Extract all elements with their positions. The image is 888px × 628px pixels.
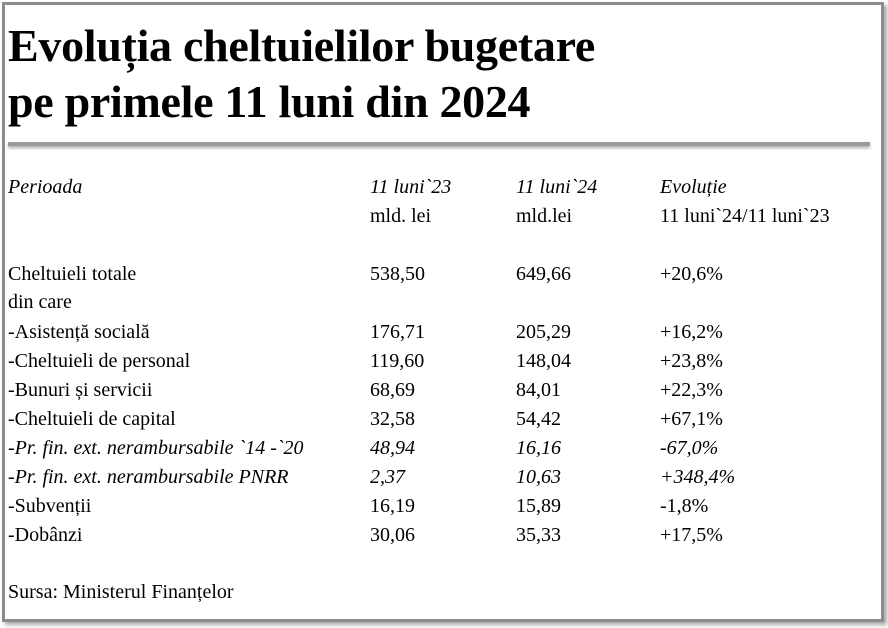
header-period: Perioada: [8, 176, 83, 198]
row-value-2023: 176,71: [370, 321, 425, 343]
row-label: -Pr. fin. ext. nerambursabile `14 -`20: [8, 437, 304, 459]
row-evolution: -1,8%: [660, 495, 709, 517]
page-title: [8, 18, 595, 130]
row-value-2023: 30,06: [370, 524, 415, 546]
row-value-2024: 205,29: [516, 321, 571, 343]
row-evolution: -67,0%: [660, 437, 719, 459]
header-2024-unit: mld.lei: [516, 205, 573, 227]
row-value-2024: 54,42: [516, 408, 561, 430]
row-evolution: +17,5%: [660, 524, 723, 546]
title-divider: [8, 142, 870, 146]
row-label: din care: [8, 291, 72, 313]
header-2024: 11 luni`24: [516, 176, 598, 198]
row-label: -Cheltuieli de personal: [8, 350, 191, 372]
row-value-2023: 2,37: [370, 466, 405, 488]
row-label: -Subvenții: [8, 495, 92, 517]
header-evolution: Evoluție: [660, 176, 727, 198]
row-label: Cheltuieli totale: [8, 263, 137, 285]
row-value-2024: 35,33: [516, 524, 561, 546]
row-evolution: +20,6%: [660, 263, 723, 285]
row-value-2023: 16,19: [370, 495, 415, 517]
row-value-2024: 10,63: [516, 466, 561, 488]
header-evolution-sub: 11 luni`24/11 luni`23: [660, 205, 830, 227]
row-label: -Cheltuieli de capital: [8, 408, 176, 430]
header-2023: 11 luni`23: [370, 176, 452, 198]
row-evolution: +23,8%: [660, 350, 723, 372]
row-value-2024: 649,66: [516, 263, 571, 285]
row-value-2024: 15,89: [516, 495, 561, 517]
row-value-2023: 48,94: [370, 437, 415, 459]
row-value-2023: 68,69: [370, 379, 415, 401]
row-evolution: +16,2%: [660, 321, 723, 343]
row-evolution: +67,1%: [660, 408, 723, 430]
source-note: Sursa: Ministerul Finanțelor: [8, 581, 234, 603]
row-label: -Bunuri și servicii: [8, 379, 153, 401]
row-label: -Dobânzi: [8, 524, 83, 546]
title-line-1: Evoluția cheltuielilor bugetare: [8, 20, 595, 71]
row-evolution: +348,4%: [660, 466, 736, 488]
row-value-2023: 538,50: [370, 263, 425, 285]
title-line-2: pe primele 11 luni din 2024: [8, 76, 531, 127]
row-evolution: +22,3%: [660, 379, 723, 401]
row-value-2024: 148,04: [516, 350, 571, 372]
row-value-2024: 84,01: [516, 379, 561, 401]
row-label: -Asistență socială: [8, 321, 150, 343]
row-value-2023: 119,60: [370, 350, 425, 372]
row-label: -Pr. fin. ext. nerambursabile PNRR: [8, 466, 289, 488]
header-2023-unit: mld. lei: [370, 205, 432, 227]
row-value-2023: 32,58: [370, 408, 415, 430]
row-value-2024: 16,16: [516, 437, 561, 459]
